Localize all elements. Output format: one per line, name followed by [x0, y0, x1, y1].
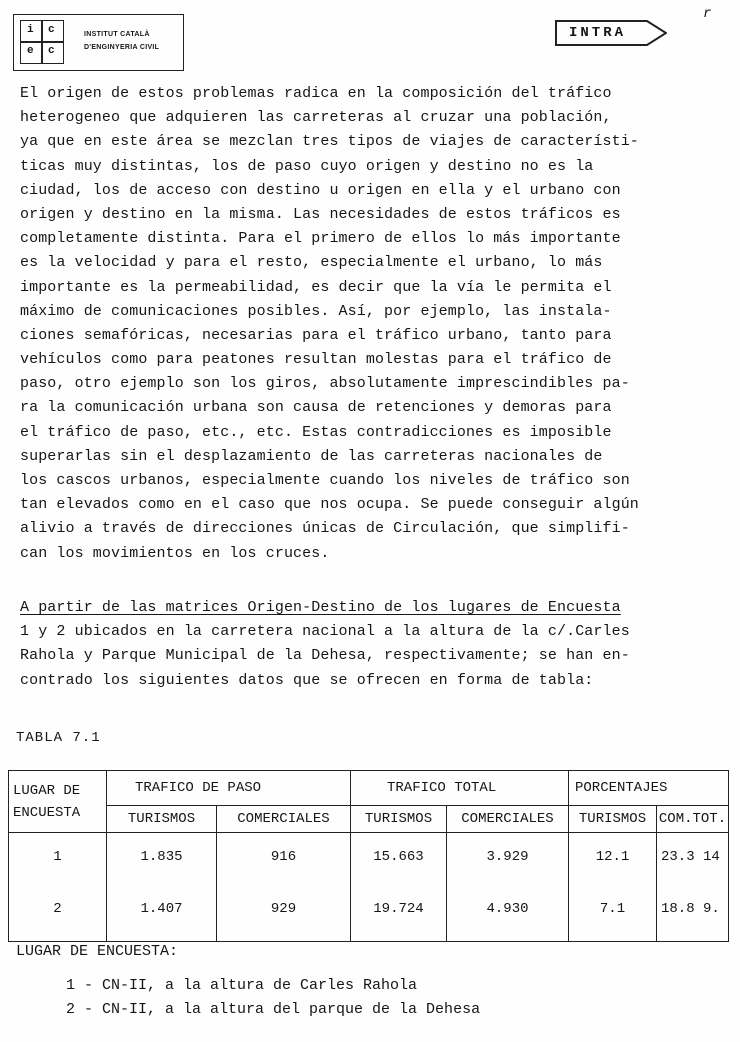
text-line: heterogeneo que adquieren las carreteras al cruzar una población, [20, 109, 612, 127]
text-line: completamente distinta. Para el primero de ellos lo más importante [20, 230, 621, 248]
lugar-header-line-1: LUGAR DE [13, 782, 81, 799]
text-line: origen y destino en la misma. Las necesidades de estos tráficos es [20, 205, 621, 223]
logo-cell: c [48, 24, 55, 36]
lugar-header-line-2: ENCUESTA [13, 804, 81, 821]
paragraph-1 [20, 82, 720, 566]
col-header: TURISMOS [569, 806, 657, 833]
intra-label: INTRA [569, 25, 627, 41]
institute-logo [13, 14, 184, 71]
col-header: TURISMOS [351, 806, 447, 833]
cut-off-value: 14 [703, 849, 720, 865]
table-title: TABLA 7.1 [16, 730, 101, 746]
logo-line-1: INSTITUT CATALÀ [84, 31, 150, 38]
text-line: ya que en este área se mezclan tres tipos de viajes de característi- [20, 133, 639, 151]
cell-pct-turismos: 12.1 [569, 833, 657, 896]
cut-off-value: 9. [703, 901, 720, 917]
traffic-table [8, 770, 729, 942]
table-row [9, 833, 729, 896]
legend-title: LUGAR DE ENCUESTA: [16, 943, 179, 960]
cell-lugar: 2 [9, 895, 107, 942]
text-line: los cascos urbanos, especialmente cuando los niveles de tráfico son [20, 472, 630, 489]
lugar-header [9, 771, 107, 833]
text-line: superarlas sin el desplazamiento de las carreteras nacionales de [20, 447, 603, 465]
cell-paso-turismos: 1.407 [107, 895, 217, 942]
logo-grid-icon [20, 20, 64, 64]
text-line: ciones semafóricas, necesarias para el tráfico urbano, tanto para [20, 326, 612, 344]
text-line: 1 y 2 ubicados en la carretera nacional a la altura de la c/.Carles [20, 623, 630, 641]
legend-item: 1 - CN-II, a la altura de Carles Rahola [66, 977, 418, 994]
logo-cell: i [27, 24, 34, 36]
cell-total-comerciales: 3.929 [447, 833, 569, 896]
survey-legend [16, 940, 480, 1022]
text-line: alivio a través de direcciones únicas de Circulación, que simplifi- [20, 520, 630, 538]
text-line: importante es la permeabilidad, es decir que la vía le permita el [20, 278, 612, 296]
text-line: es la velocidad y para el resto, especialmente el urbano, lo más [20, 254, 603, 272]
pct-comerciales-value: 23.3 [661, 849, 695, 865]
cell-paso-turismos: 1.835 [107, 833, 217, 896]
text-line: tan elevados como en el caso que nos ocupa. Se puede conseguir algún [20, 496, 639, 514]
cell-total-turismos: 19.724 [351, 895, 447, 942]
text-line: El origen de estos problemas radica en la composición del tráfico [20, 85, 612, 102]
text-line: vehículos como para peatones resultan molestas para el tráfico de [20, 351, 612, 369]
text-line: can los movimientos en los cruces. [20, 544, 330, 562]
cell-pct-comerciales [657, 833, 729, 896]
corner-mark: r [703, 6, 712, 22]
group-header-total: TRAFICO TOTAL [351, 771, 569, 806]
group-header-paso: TRAFICO DE PASO [107, 771, 351, 806]
intra-tag [555, 20, 667, 46]
col-header: COM.TOT. [657, 806, 729, 833]
text-line: ra la comunicación urbana son causa de retenciones y demoras para [20, 399, 612, 417]
cell-total-turismos: 15.663 [351, 833, 447, 896]
legend-item: 2 - CN-II, a la altura del parque de la Dehesa [66, 1001, 481, 1018]
col-header: COMERCIALES [447, 806, 569, 833]
table-row [9, 895, 729, 942]
group-header-porcentajes: PORCENTAJES [569, 771, 729, 806]
col-header: COMERCIALES [217, 806, 351, 833]
cell-total-comerciales: 4.930 [447, 895, 569, 942]
text-line: paso, otro ejemplo son los giros, absolutamente imprescindibles pa- [20, 375, 630, 393]
text-line: Rahola y Parque Municipal de la Dehesa, respectivamente; se han en- [20, 647, 630, 665]
text-line: máximo de comunicaciones posibles. Así, por ejemplo, las instala- [20, 302, 612, 320]
paragraph-2 [20, 596, 720, 693]
cell-paso-comerciales: 916 [217, 833, 351, 896]
text-line: ciudad, los de acceso con destino u origen en ella y el urbano con [20, 181, 621, 199]
cell-pct-comerciales [657, 895, 729, 942]
text-line: ticas muy distintas, los de paso cuyo origen y destino no es la [20, 157, 594, 175]
cell-lugar: 1 [9, 833, 107, 896]
text-line: contrado los siguientes datos que se ofrecen en forma de tabla: [20, 671, 594, 689]
pct-comerciales-value: 18.8 [661, 901, 695, 917]
col-header: TURISMOS [107, 806, 217, 833]
text-line: A partir de las matrices Origen-Destino de los lugares de Encuesta [20, 599, 621, 616]
text-line: el tráfico de paso, etc., etc. Estas contradicciones es imposible [20, 423, 612, 441]
logo-cell: c [48, 45, 55, 57]
cell-pct-turismos: 7.1 [569, 895, 657, 942]
cell-paso-comerciales: 929 [217, 895, 351, 942]
logo-cell: e [27, 45, 34, 57]
logo-line-2: D'ENGINYERIA CIVIL [84, 44, 160, 51]
